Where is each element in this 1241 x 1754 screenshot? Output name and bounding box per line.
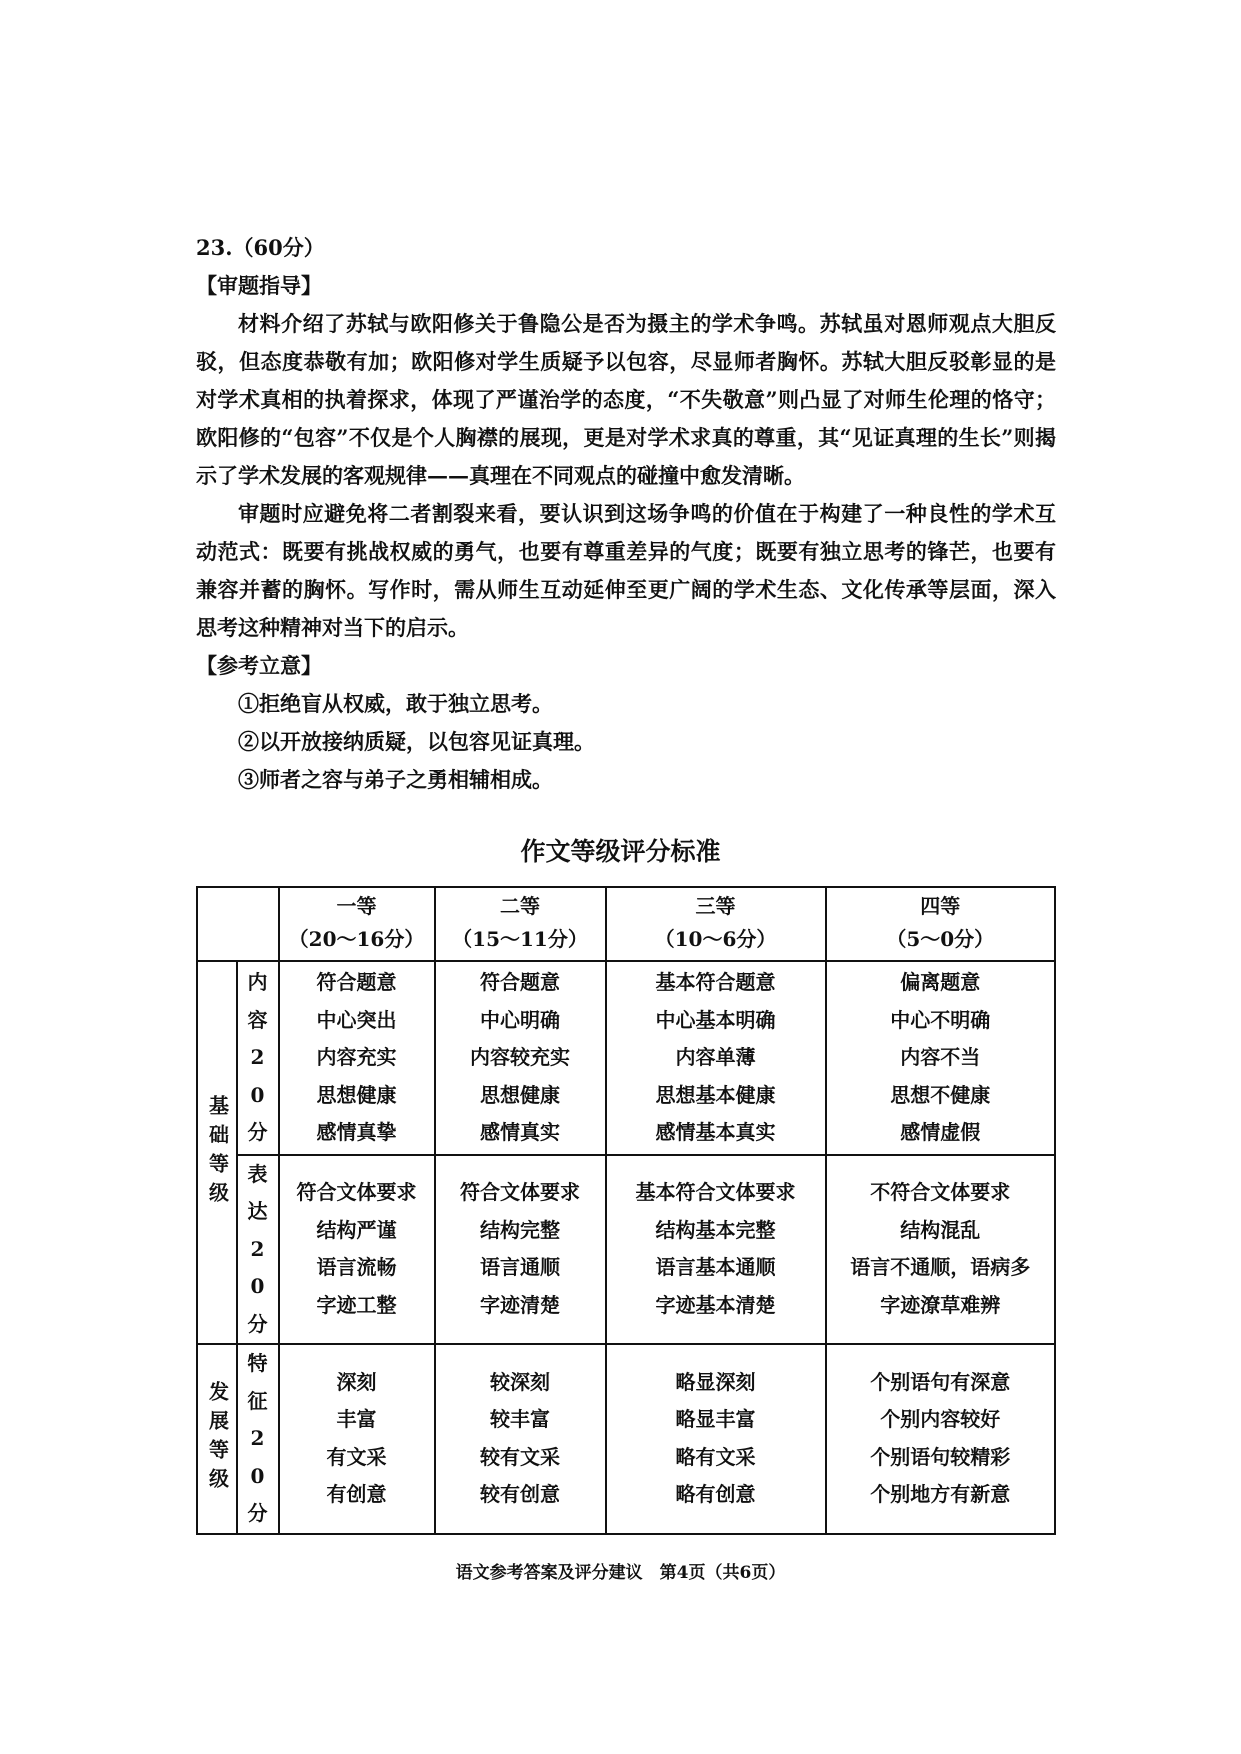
corner-cell — [197, 887, 279, 961]
vertical-label: 发展等级 — [205, 1380, 230, 1497]
criteria-item: 语言流畅 — [316, 1255, 397, 1280]
criteria-item: 略显深刻 — [675, 1369, 756, 1394]
criteria-item: 个别语句有深意 — [870, 1369, 1011, 1394]
header-row — [197, 887, 1055, 961]
dev-level-cell — [197, 1344, 237, 1534]
criteria-item: 感情基本真实 — [655, 1120, 776, 1144]
section-label: 特征20分 — [247, 1351, 268, 1525]
section-label-cell — [237, 1344, 279, 1534]
grade-header — [826, 887, 1056, 961]
criteria-cell — [279, 961, 435, 1155]
criteria-item: 深刻 — [336, 1369, 377, 1394]
guide-paragraph: 审题时应避免将二者割裂来看，要认识到这场争鸣的价值在于构建了一种良性的学术互动范式：既要有挑战权威的勇气，也要有尊重差异的气度；既要有独立思考的锋芒，也要有兼容并蓄的胸怀。写作时，需从师生互动延伸至更广阔的学术生态、文化传承等层面，深入思考这种精神对当下的启示。 — [196, 501, 1056, 640]
question-number: 23.（60分） — [196, 235, 325, 260]
section-label-cell — [237, 961, 279, 1155]
criteria-item: 内容较充实 — [470, 1045, 570, 1069]
grade-name: 三等 — [695, 894, 736, 918]
criteria-item: 思想健康 — [480, 1082, 560, 1107]
criteria-item: 结构混乱 — [900, 1217, 981, 1242]
criteria-cell — [435, 961, 606, 1155]
grade-name: 四等 — [920, 894, 961, 918]
criteria-item: 个别内容较好 — [880, 1407, 1001, 1432]
section-row — [197, 961, 1055, 1155]
criteria-cell — [826, 961, 1056, 1155]
section-row — [197, 1155, 1055, 1345]
table-title: 作文等级评分标准 — [520, 837, 721, 866]
answer-text — [196, 229, 1056, 799]
criteria-cell — [826, 1155, 1056, 1345]
criteria-item: 略显丰富 — [675, 1407, 756, 1432]
reference-heading: 【参考立意】 — [196, 653, 322, 678]
criteria-item: 思想基本健康 — [655, 1082, 776, 1107]
grade-range: （20～16分） — [288, 927, 425, 951]
criteria-item: 语言不通顺，语病多 — [850, 1255, 1031, 1280]
criteria-item: 不符合文体要求 — [870, 1180, 1011, 1205]
page-footer: 语文参考答案及评分建议 第4页（共6页） — [455, 1563, 786, 1583]
criteria-item: 个别地方有新意 — [870, 1482, 1011, 1507]
criteria-item: 内容充实 — [316, 1045, 397, 1069]
criteria-item: 基本符合文体要求 — [635, 1180, 796, 1205]
criteria-item: 略有文采 — [675, 1444, 756, 1469]
criteria-item: 有文采 — [326, 1444, 387, 1469]
criteria-cell — [606, 1155, 826, 1345]
criteria-item: 基本符合题意 — [655, 970, 776, 994]
criteria-cell — [826, 1344, 1056, 1534]
criteria-item: 字迹清楚 — [480, 1292, 560, 1317]
criteria-item: 较深刻 — [490, 1369, 550, 1394]
criteria-item: 结构完整 — [480, 1217, 560, 1242]
criteria-item: 符合题意 — [480, 970, 560, 994]
criteria-item: 字迹工整 — [316, 1292, 397, 1317]
criteria-item: 结构基本完整 — [655, 1217, 776, 1242]
criteria-item: 个别语句较精彩 — [870, 1444, 1011, 1469]
grade-range: （15～11分） — [452, 927, 588, 951]
criteria-item: 感情虚假 — [900, 1120, 981, 1144]
criteria-item: 较丰富 — [490, 1407, 550, 1432]
grade-header — [606, 887, 826, 961]
criteria-item: 语言通顺 — [480, 1255, 560, 1280]
reference-item: ①拒绝盲从权威，敢于独立思考。 — [238, 691, 553, 716]
criteria-item: 内容单薄 — [675, 1045, 756, 1069]
criteria-item: 中心不明确 — [890, 1007, 991, 1032]
section-row — [197, 1344, 1055, 1534]
criteria-item: 思想健康 — [316, 1082, 397, 1107]
basic-level-cell — [197, 961, 237, 1344]
criteria-item: 中心突出 — [316, 1007, 397, 1032]
criteria-cell — [435, 1344, 606, 1534]
criteria-item: 较有文采 — [480, 1444, 560, 1469]
criteria-item: 中心基本明确 — [655, 1007, 776, 1032]
guide-paragraph: 材料介绍了苏轼与欧阳修关于鲁隐公是否为摄主的学术争鸣。苏轼虽对恩师观点大胆反驳，但态度恭敬有加；欧阳修对学生质疑予以包容，尽显师者胸怀。苏轼大胆反驳彰显的是对学术真相的执着探求，体现了严谨治学的态度，“不失敬意”则凸显了对师生伦理的恪守；欧阳修的“包容”不仅是个人胸襟的展现，更是对学术求真的尊重，其“见证真理的生长”则揭示了学术发展的客观规律——真理在不同观点的碰撞中愈发清晰。 — [196, 311, 1056, 488]
criteria-item: 语言基本通顺 — [655, 1255, 776, 1280]
criteria-item: 较有创意 — [480, 1482, 560, 1507]
vertical-label: 基础等级 — [205, 1094, 230, 1211]
grade-header — [279, 887, 435, 961]
reference-item: ②以开放接纳质疑，以包容见证真理。 — [238, 729, 595, 754]
criteria-cell — [606, 961, 826, 1155]
section-label: 内容20分 — [247, 970, 268, 1144]
grade-name: 一等 — [336, 894, 377, 918]
criteria-item: 感情真挚 — [316, 1120, 397, 1144]
criteria-item: 感情真实 — [480, 1120, 560, 1144]
criteria-item: 符合文体要求 — [460, 1180, 580, 1205]
grade-header — [435, 887, 606, 961]
criteria-item: 字迹潦草难辨 — [880, 1292, 1001, 1317]
criteria-item: 有创意 — [326, 1482, 387, 1507]
criteria-cell — [279, 1344, 435, 1534]
section-label: 表达20分 — [247, 1161, 268, 1336]
criteria-item: 符合文体要求 — [296, 1180, 417, 1205]
criteria-item: 符合题意 — [316, 970, 397, 994]
section-label-cell — [237, 1155, 279, 1345]
grade-range: （10～6分） — [654, 927, 777, 951]
reference-item: ③师者之容与弟子之勇相辅相成。 — [238, 767, 553, 792]
criteria-item: 结构严谨 — [316, 1217, 397, 1242]
criteria-item: 字迹基本清楚 — [655, 1292, 776, 1317]
criteria-item: 丰富 — [336, 1407, 377, 1432]
grade-range: （5～0分） — [886, 927, 995, 951]
guide-heading: 【审题指导】 — [196, 273, 322, 298]
criteria-item: 略有创意 — [675, 1482, 756, 1507]
criteria-cell — [279, 1155, 435, 1345]
criteria-item: 思想不健康 — [890, 1082, 991, 1107]
scoring-table — [196, 886, 1056, 1535]
criteria-cell — [606, 1344, 826, 1534]
criteria-item: 内容不当 — [900, 1045, 981, 1069]
criteria-item: 中心明确 — [480, 1007, 560, 1032]
criteria-item: 偏离题意 — [900, 970, 981, 994]
grade-name: 二等 — [500, 894, 540, 918]
criteria-cell — [435, 1155, 606, 1345]
